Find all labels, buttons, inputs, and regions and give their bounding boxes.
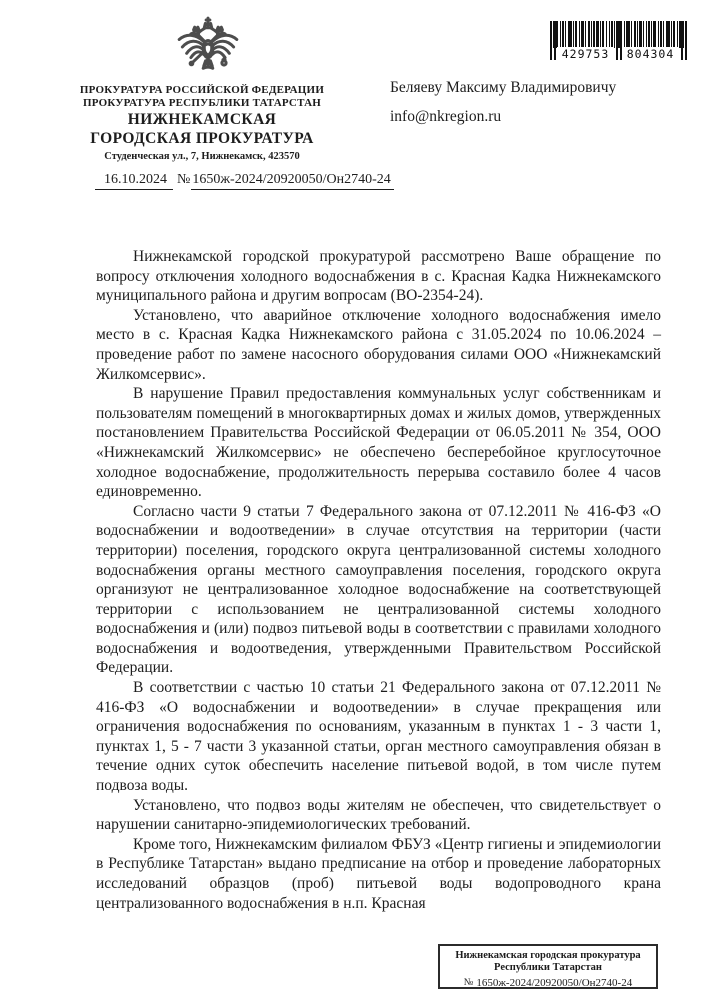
recipient-email: info@nkregion.ru (390, 108, 502, 125)
letterhead-org-name-line-1: НИЖНЕКАМСКАЯ (127, 110, 277, 128)
barcode-digits-left: 429753 (557, 47, 614, 61)
registration-stamp-box (438, 944, 658, 989)
stamp-number-sign: № (463, 977, 474, 988)
barcode-digits-right: 804304 (622, 47, 679, 61)
stamp-reference (440, 977, 656, 989)
emblem-right-wing (212, 35, 237, 57)
stamp-org-line-1: Нижнекамская городская прокуратура (455, 950, 641, 961)
letterhead-org-name-line-2: ГОРОДСКАЯ ПРОКУРАТУРА (90, 130, 314, 148)
barcode (550, 21, 687, 63)
emblem-orb-cross (223, 59, 225, 61)
emblem-shield (204, 44, 211, 55)
coat-of-arms-emblem (176, 16, 240, 80)
body-paragraph-6: Установлено, что подвоз воды жителям не обеспечен, что свидетельствует о нарушении санитарно-эпидемиологических требований. (96, 796, 661, 834)
body-paragraph-5: В соответствии с частью 10 статьи 21 Федерального закона от 07.12.2011 № 416-ФЗ «О водоснабжении и водоотведении» в случае прекращения или ограничения водоснабжения по основаниям, указанным в пунктах 1 - 3 части 1, пунктах 1, 5 - 7 части 3 указанной статьи, орган местного самоуправления обязан в течение одних суток обеспечить население питьевой водой, в том числе путем подвоза воды. (96, 679, 661, 795)
body-paragraph-4: Согласно части 9 статьи 7 Федерального закона от 07.12.2011 № 416-ФЗ «О водоснабжении и водоотведении» в случае отсутствия на территории (части территории) поселения, городского округа централизованной системы холодного водоснабжения органы местного самоуправления поселения, городского округа организуют не централизованное холодное водоснабжение на соответствующей территории с использованием не централизованной системы холодного водоснабжения и (или) подвоз питьевой воды в соответствии с правилами холодного водоснабжения и водоотведения, утвержденными Правительством Российской Федерации. (96, 502, 661, 677)
body-paragraph-3: В нарушение Правил предоставления коммунальных услуг собственникам и пользователям помещений в многоквартирных домах и жилых домов, утвержденных постановлением Правительства Российской Федерации от 06.05.2011 № 354, ООО «Нижнекамский Жилкомсервис» не обеспечено бесперебойное круглосуточное холодное водоснабжение, продолжительность перерыва составило более 4 часов единовременно. (96, 385, 661, 501)
body-paragraph-1: Нижнекамской городской прокуратурой рассмотрено Ваше обращение по вопросу отключения холодного водоснабжения в с. Красная Кадка Нижнекамского муниципального района и другим вопросам (ВО-2354-24). (96, 248, 661, 305)
emblem-tail (203, 59, 213, 69)
number-sign: № (177, 172, 191, 187)
stamp-org-line-2: Республики Татарстан (494, 962, 602, 973)
recipient-name: Беляеву Максиму Владимировичу (390, 79, 617, 96)
document-date: 16.10.2024 (95, 172, 173, 190)
stamp-reference-number: 1650ж-2024/20920050/Он2740-24 (476, 977, 633, 989)
letterhead-address: Студенческая ул., 7, Нижнекамск, 423570 (104, 150, 300, 162)
letterhead-org-line-2: ПРОКУРАТУРА РЕСПУБЛИКИ ТАТАРСТАН (83, 96, 321, 109)
reference-line (95, 172, 394, 190)
letterhead-org-line-1: ПРОКУРАТУРА РОССИЙСКОЙ ФЕДЕРАЦИИ (79, 84, 325, 96)
reference-number: 1650ж-2024/20920050/Он2740-24 (191, 172, 393, 190)
emblem-cross (206, 18, 210, 22)
body-paragraph-7: Кроме того, Нижнекамским филиалом ФБУЗ «Центр гигиены и эпидемиологии в Республике Татарстан» выдано предписание на отбор и проведение лабораторных исследований образцов (проб) питьевой воды водопроводного крана централизованного водоснабжения в н.п. Красная (96, 835, 661, 912)
letter-body (96, 247, 661, 913)
recipient-block (390, 79, 616, 126)
body-paragraph-2: Установлено, что аварийное отключение холодного водоснабжения имело место в с. Красная Кадка Нижнекамского района с 31.05.2024 по 10.06.2024 – проведение работ по замене насосного оборудования силами ООО «Нижнекамский Жилкомсервис». (96, 306, 661, 383)
letterhead (78, 84, 326, 163)
